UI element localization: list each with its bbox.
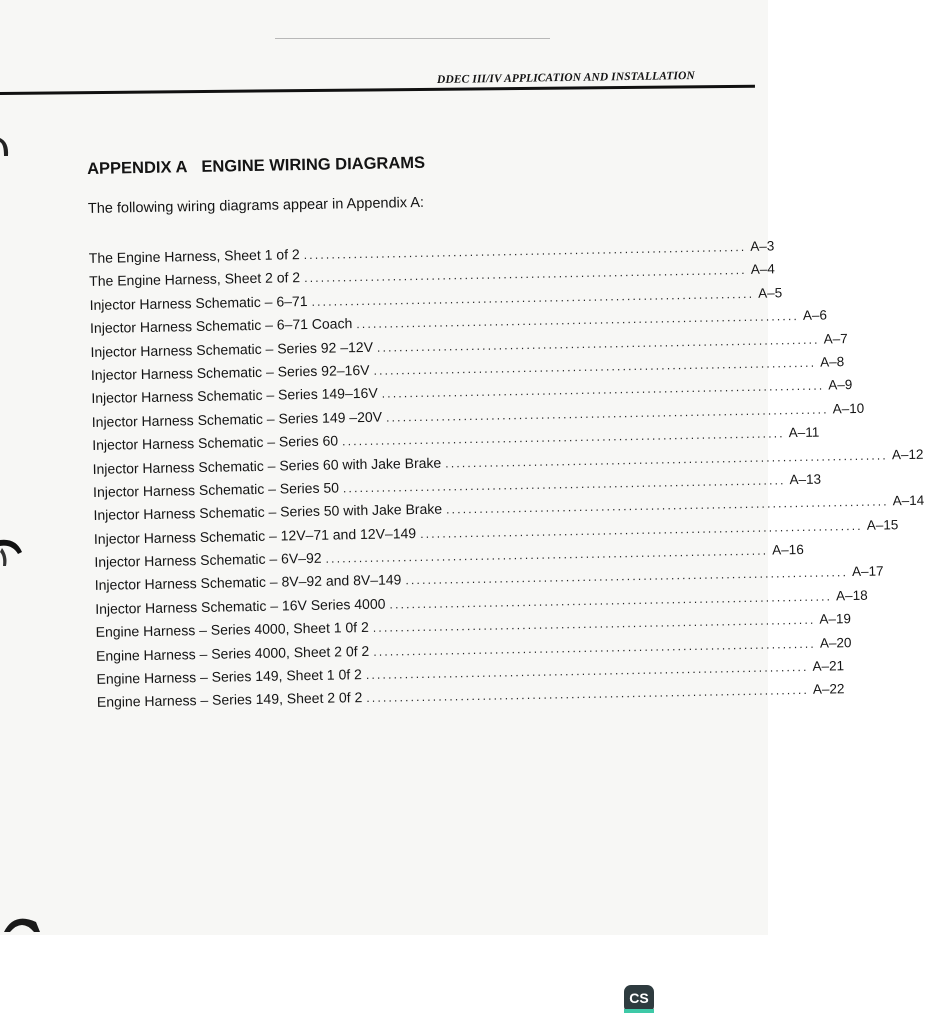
toc-dot-leader: ................................................................................	[445, 494, 889, 517]
toc-dot-leader: ................................................................................	[405, 565, 849, 588]
toc-dot-leader: ................................................................................	[445, 447, 888, 471]
binder-hole-icon	[4, 910, 44, 934]
toc-entry-title: Injector Harness Schematic – Series 50	[92, 479, 340, 500]
toc-entry-page: A–14	[892, 493, 925, 509]
toc-entry-page: A–10	[832, 400, 865, 417]
toc-dot-leader: ................................................................................	[365, 659, 809, 683]
toc-entry-title: Injector Harness Schematic – Series 60 with Jake Brake	[92, 454, 442, 477]
toc-entry-title: Engine Harness – Series 4000, Sheet 2 0f 2	[95, 642, 370, 664]
toc-dot-leader: ................................................................................	[356, 309, 800, 332]
toc-dot-leader: ................................................................................	[325, 543, 769, 566]
toc-entry-page: A–18	[835, 587, 868, 604]
toc-entry-page: A–6	[802, 307, 828, 324]
toc-entry-title: Injector Harness Schematic – Series 149 –20V	[91, 408, 383, 430]
toc-entry-title: Engine Harness – Series 4000, Sheet 1 0f 2	[95, 619, 369, 641]
toc-entry-title: Engine Harness – Series 149, Sheet 1 0f 2	[96, 666, 363, 687]
binder-hole-icon	[0, 136, 18, 158]
scan-artifact-line	[275, 38, 550, 39]
toc-entry-title: Injector Harness Schematic – Series 92–16V	[90, 361, 370, 383]
toc-entry-title: Injector Harness Schematic – Series 92 –12V	[90, 338, 374, 360]
appendix-intro: The following wiring diagrams appear in Appendix A:	[87, 194, 425, 217]
toc-entry-title: Injector Harness Schematic – 16V Series 4000	[95, 595, 386, 617]
toc-entry-page: A–4	[750, 261, 775, 278]
toc-entry-title: Injector Harness Schematic – 6V–92	[94, 549, 322, 571]
toc-entry-page: A–5	[758, 285, 783, 301]
toc-dot-leader: ................................................................................	[372, 612, 816, 636]
toc-dot-leader: ................................................................................	[366, 683, 810, 706]
toc-entry-page: A–22	[812, 681, 845, 698]
toc-entry-page: A–12	[891, 446, 924, 462]
toc-entry-page: A–13	[789, 471, 822, 488]
toc-dot-leader: ................................................................................	[373, 355, 817, 378]
toc-entry-title: Injector Harness Schematic – 6–71	[89, 292, 308, 313]
toc-entry-page: A–20	[819, 634, 852, 651]
toc-dot-leader: ................................................................................	[389, 589, 833, 612]
toc-dot-leader: ................................................................................	[385, 402, 829, 425]
toc-entry-title: The Engine Harness, Sheet 1 of 2	[88, 246, 300, 266]
toc-entry-title: Injector Harness Schematic – 12V–71 and 12V–149	[93, 524, 417, 547]
toc-entry-title: Injector Harness Schematic – 8V–92 and 8V–149	[94, 571, 402, 594]
toc-entry-page: A–16	[772, 542, 804, 558]
toc-entry-page: A–11	[788, 424, 820, 441]
toc-entry-page: A–7	[823, 330, 848, 347]
toc-dot-leader: ................................................................................	[376, 332, 820, 355]
toc-entry-page: A–19	[819, 611, 852, 627]
appendix-heading	[87, 150, 607, 179]
appendix-title: ENGINE WIRING DIAGRAMS	[201, 153, 426, 176]
toc-dot-leader: ................................................................................	[311, 286, 755, 309]
toc-entry-title: Injector Harness Schematic – 6–71 Coach	[89, 315, 353, 337]
toc-entry-page: A–17	[851, 563, 884, 580]
header-rule	[0, 85, 755, 95]
toc-dot-leader: ................................................................................	[373, 636, 817, 659]
appendix-label: APPENDIX A	[87, 158, 188, 178]
toc-entry-page: A–9	[828, 377, 853, 393]
toc-dot-leader: ................................................................................	[341, 426, 785, 449]
toc-entry-title: Injector Harness Schematic – Series 60	[92, 432, 339, 454]
toc-entry-page: A–8	[820, 354, 845, 370]
toc-dot-leader: ................................................................................	[419, 518, 863, 541]
binder-hole-icon	[0, 538, 26, 568]
toc-entry-title: The Engine Harness, Sheet 2 of 2	[89, 269, 301, 290]
toc-dot-leader: ................................................................................	[304, 263, 747, 286]
toc-entry-title: Injector Harness Schematic – Series 50 with Jake Brake	[93, 500, 443, 524]
table-of-contents	[88, 238, 925, 717]
running-head: DDEC III/IV APPLICATION AND INSTALLATION	[436, 69, 695, 86]
toc-entry-title: Injector Harness Schematic – Series 149–16V	[91, 385, 378, 407]
appendix-content	[87, 150, 925, 733]
camscanner-badge: CS	[624, 985, 654, 1013]
toc-entry-page: A–21	[812, 658, 845, 674]
toc-dot-leader: ................................................................................	[381, 378, 825, 401]
toc-entry-title: Engine Harness – Series 149, Sheet 2 0f 2	[96, 689, 363, 711]
toc-entry-page: A–15	[866, 516, 899, 533]
toc-entry-page: A–3	[750, 238, 775, 254]
toc-dot-leader: ................................................................................	[303, 239, 747, 263]
toc-dot-leader: ................................................................................	[342, 473, 786, 496]
